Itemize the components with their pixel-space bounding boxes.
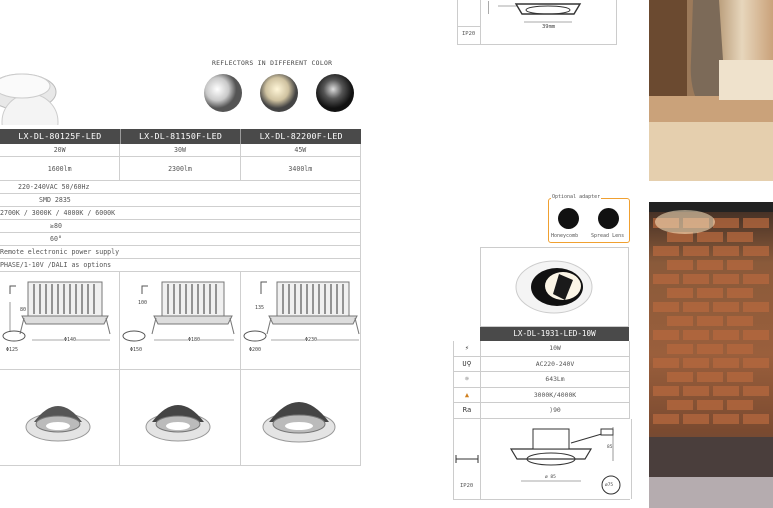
- dimension-drawing-3: [241, 272, 361, 369]
- power-cell: 45W: [294, 146, 307, 154]
- voltage-value: AC220-240V: [481, 357, 630, 372]
- lumen-cell: 2300lm: [120, 157, 240, 180]
- model-header-2: LX-DL-81150F-LED: [121, 129, 242, 144]
- product-card: [453, 247, 630, 500]
- interior-photo-vase: [649, 0, 773, 181]
- cutout-label: Φ200: [249, 347, 262, 353]
- spread-lens-label: Spread Lens: [591, 233, 625, 239]
- cri-row: [0, 220, 361, 233]
- lumen-value: 643Lm: [481, 372, 630, 387]
- power-cell: 30W: [120, 144, 240, 156]
- lumen-cell: 3400lm: [288, 164, 313, 173]
- beam-angle-cell: 60°: [50, 235, 62, 243]
- top-dimension-box: [457, 0, 617, 45]
- led-type-row: [0, 194, 361, 207]
- product-photo-1: [0, 370, 120, 465]
- width-label: ø 85: [545, 474, 556, 480]
- reflectors-title: REFLECTORS IN DIFFERENT COLOR: [212, 59, 333, 67]
- driver-row: [0, 246, 361, 259]
- dimension-label: 39mm: [542, 24, 556, 30]
- led-type-cell: SMD 2835: [39, 196, 71, 204]
- lumen-icon: ☼: [453, 372, 481, 387]
- height-label: 80: [20, 307, 27, 313]
- optional-adapter-box: [548, 194, 630, 243]
- cct-cell: 2700K / 3000K / 4000K / 6000K: [0, 209, 116, 217]
- height-label: 100: [138, 300, 148, 306]
- cri-icon: Ra: [453, 403, 481, 418]
- cri-cell: ≥80: [50, 222, 62, 230]
- product-card-title: LX-DL-1931-LED-10W: [480, 327, 629, 341]
- cct-row: [0, 207, 361, 220]
- width-label: Φ230: [305, 337, 318, 343]
- spread-lens-image: [598, 208, 619, 229]
- cutout-label: Φ125: [6, 347, 19, 353]
- honeycomb-label: Honeycomb: [551, 233, 579, 239]
- product-card-drawing: [453, 419, 630, 500]
- product-photo-row: [0, 370, 361, 466]
- lumen-cell: 1600lm: [0, 157, 120, 180]
- voltage-cell: 220-240VAC 50/60Hz: [18, 183, 90, 191]
- color-temperature-icon: ▲: [453, 388, 481, 403]
- interior-photo-brick-wall: [649, 202, 773, 508]
- driver-cell: Remote electronic power supply: [0, 248, 120, 256]
- dimming-cell: PHASE/1-10V /DALI as options: [0, 261, 112, 269]
- dimension-drawing-1: [0, 272, 120, 369]
- power-value: 10W: [481, 341, 630, 356]
- ip-rating: IP20: [460, 482, 474, 489]
- dimension-drawing-2: [120, 272, 241, 369]
- cutout-label: ø75: [605, 482, 614, 488]
- height-label: 135: [255, 305, 265, 311]
- lumen-row: [0, 157, 361, 181]
- color-temperature-value: 3000K/4000K: [481, 388, 630, 403]
- product-card-photo: [480, 247, 629, 327]
- product-photo-3: [241, 370, 361, 465]
- table-header: [0, 129, 361, 144]
- downlight-product-image: [0, 30, 62, 125]
- height-label: 85: [607, 444, 613, 450]
- ip-rating: IP20: [462, 31, 476, 37]
- adapter-label: Optional adapter: [552, 194, 601, 200]
- spec-table: [0, 129, 361, 466]
- power-row: [0, 144, 361, 157]
- voltage-row: [0, 181, 361, 194]
- width-label: Φ140: [64, 337, 77, 343]
- reflector-variants-image: [203, 72, 355, 114]
- voltage-icon: U⚲: [453, 357, 481, 372]
- cri-value: ⟩90: [481, 403, 630, 418]
- cutout-label: Φ150: [130, 347, 143, 353]
- power-cell: 20W: [0, 144, 120, 156]
- model-header-3: LX-DL-82200F-LED: [259, 131, 343, 141]
- model-header-1: LX-DL-80125F-LED: [0, 129, 121, 144]
- beam-angle-row: [0, 233, 361, 246]
- product-photo-2: [120, 370, 241, 465]
- power-icon: ⚡: [453, 341, 481, 356]
- dimension-row: [0, 272, 361, 370]
- honeycomb-image: [558, 208, 579, 229]
- width-label: Φ180: [188, 337, 201, 343]
- dimming-row: [0, 259, 361, 272]
